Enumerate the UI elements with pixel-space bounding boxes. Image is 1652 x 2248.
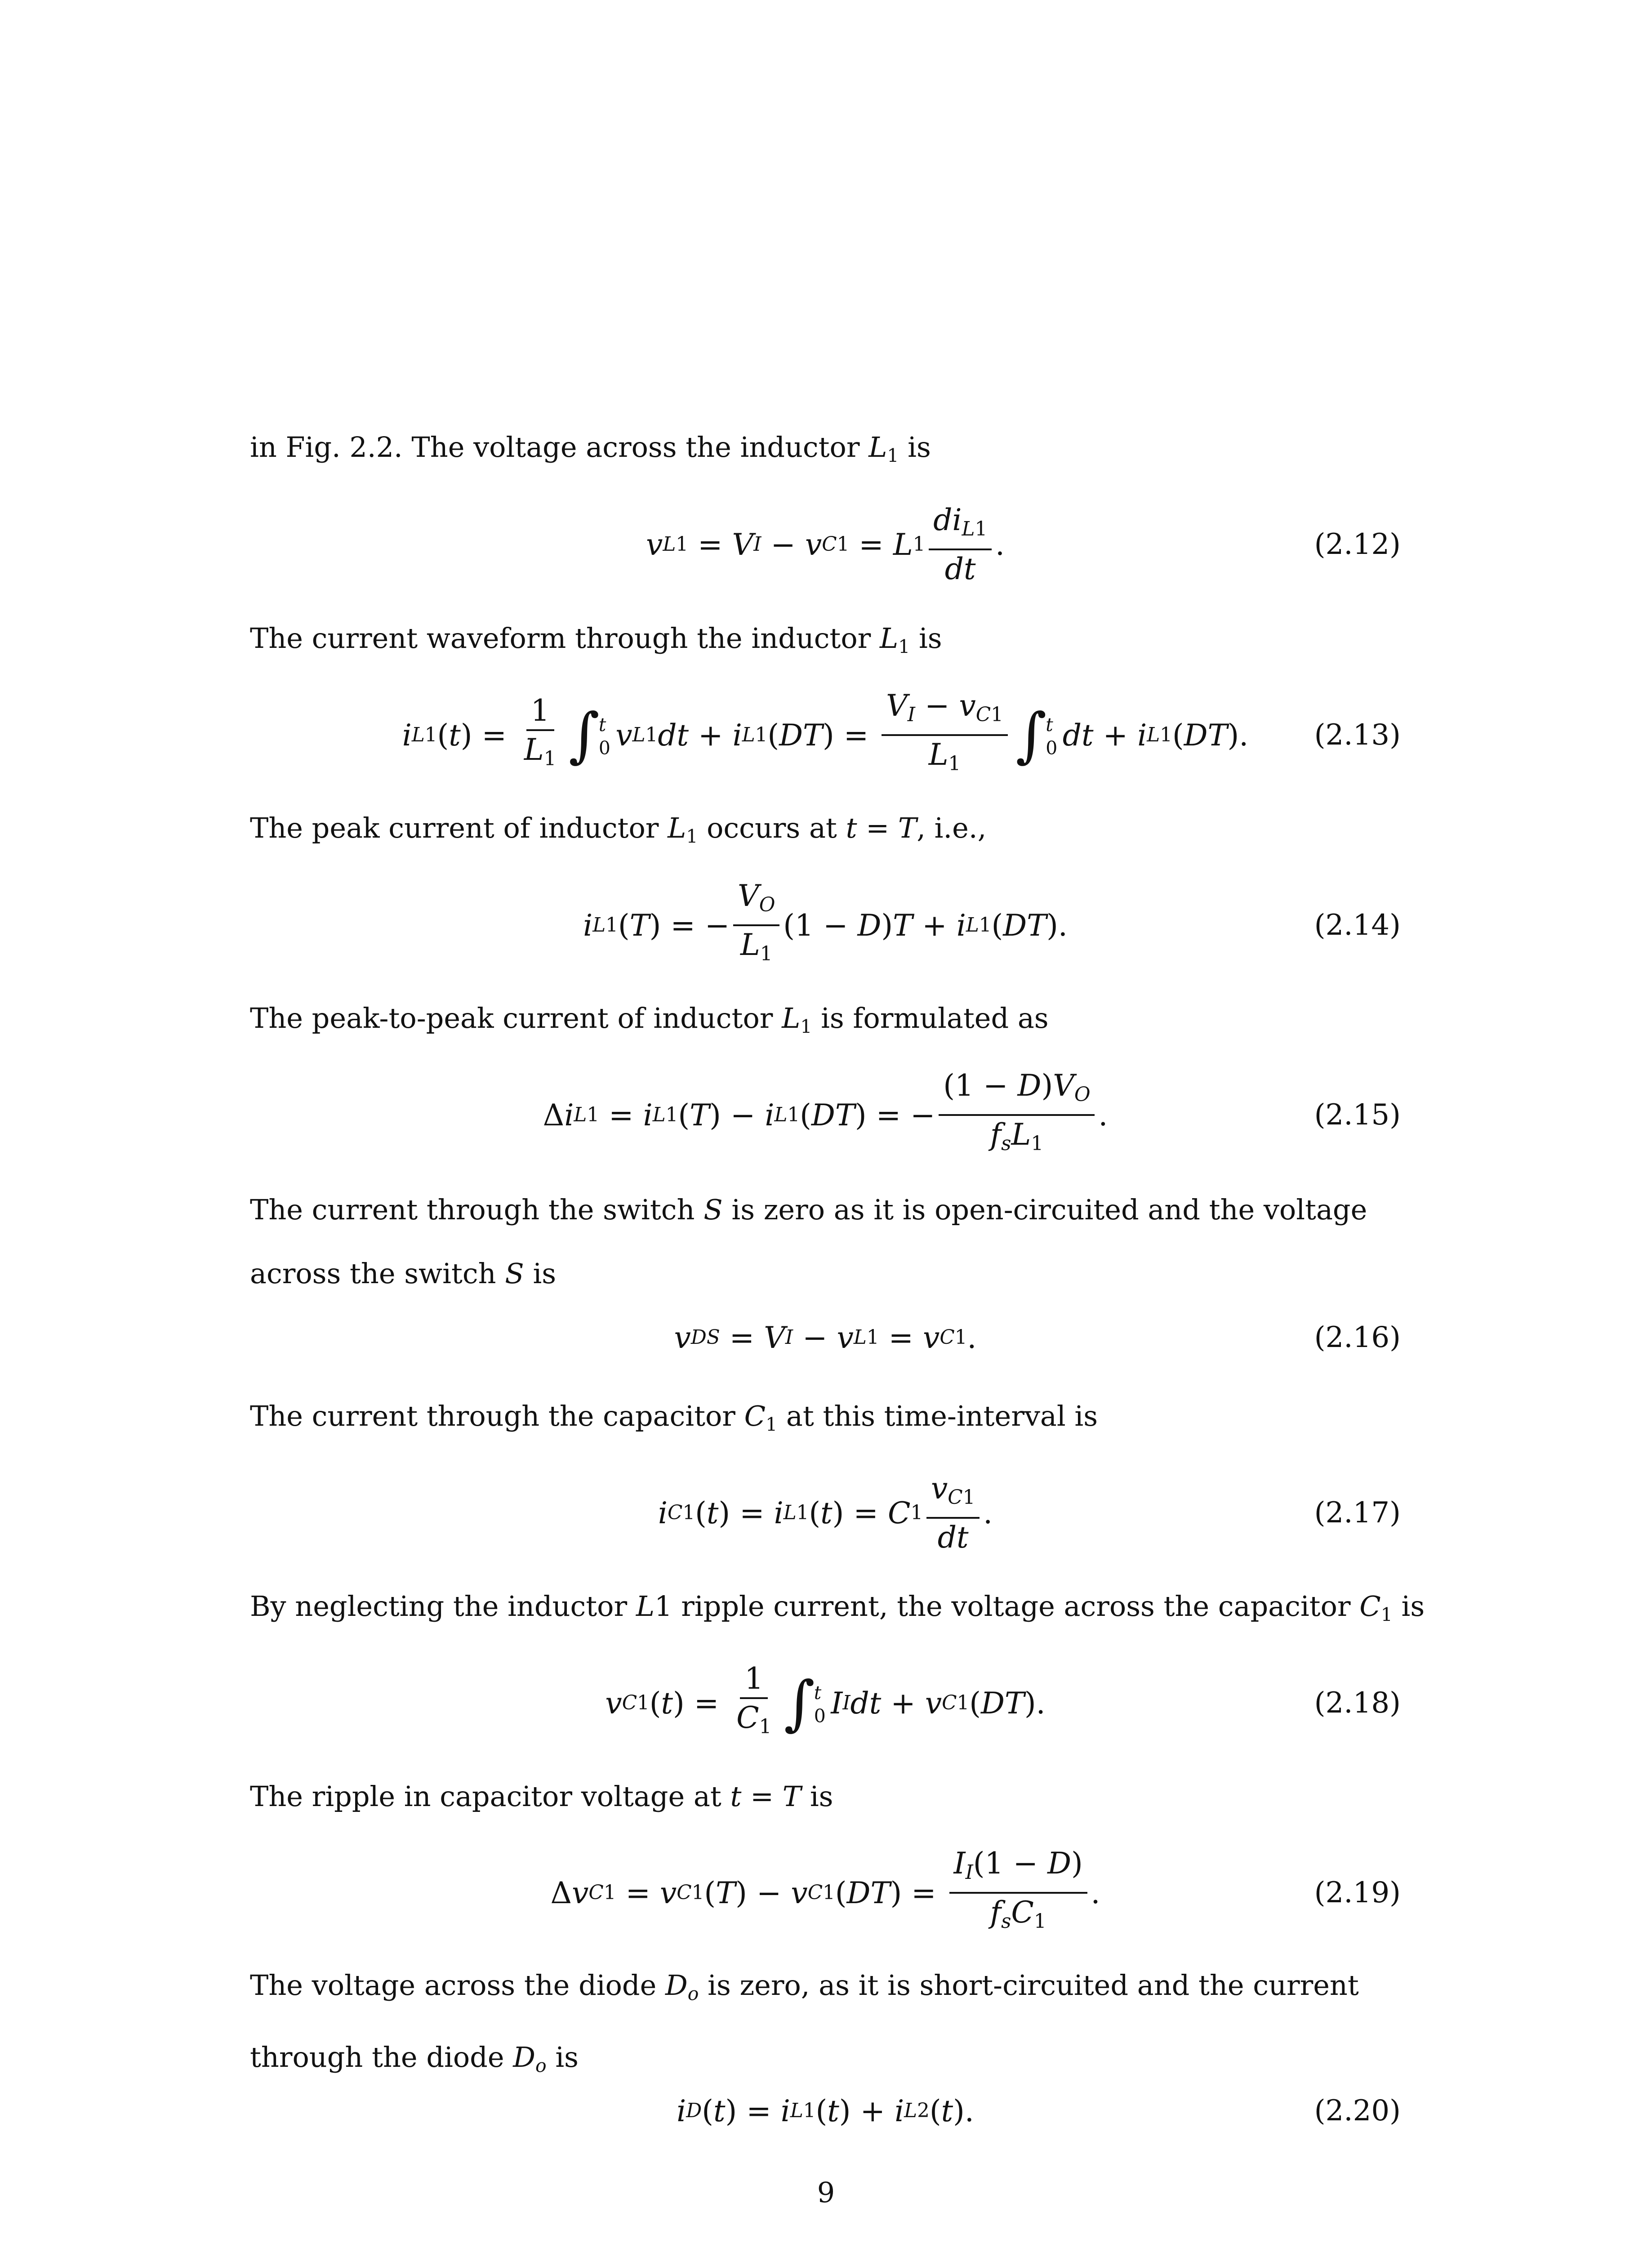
equation-2-14-number: (2.14) [1314, 909, 1401, 942]
paragraph-7-text-a: By neglecting the inductor [250, 1590, 628, 1623]
paragraph-7-text-b: ripple current, the voltage across the capacitor [681, 1590, 1351, 1623]
equation-2-17 [250, 1466, 1401, 1560]
page-number: 9 [817, 2176, 835, 2209]
paragraph-1: in Fig. 2.2. The voltage across the inductor $L_1$ is [250, 431, 931, 467]
paragraph-2-text: The current waveform through the inductor [250, 622, 871, 655]
equation-2-15-body: Δ i L1 = i L1 ( T ) − i L1 ( DT ) = − $\frac{(1 - D)V_O}{f_sL_1}$ . [543, 1068, 1108, 1155]
paragraph-6-text-a: The current through the capacitor [250, 1400, 735, 1432]
equation-2-20 [250, 2064, 1401, 2158]
paragraph-1-end: is [908, 431, 931, 464]
equation-2-13-body: i L1 ( t ) = $\frac{1}{L_1}$ ∫ t 0 v L1 dt + i L1 ( DT ) = $\frac{V_I - v_{C1}}{L_1}$ ∫ t 0 dt + i L1 ( DT ). [402, 688, 1249, 776]
equation-2-13-number: (2.13) [1314, 718, 1401, 752]
paragraph-8-text-b: is [810, 1780, 833, 1813]
paragraph-8: The ripple in capacitor voltage at t = T is [250, 1780, 833, 1813]
equation-2-20-body: i D ( t ) = i L1 ( t ) + i L2 ( t ). [677, 2093, 974, 2128]
paragraph-5-text-b: is zero as it is open-circuited and the voltage across the switch [250, 1193, 1367, 1290]
equation-2-14 [250, 878, 1401, 972]
paragraph-4-text-b: is formulated as [821, 1002, 1049, 1035]
equation-2-15 [250, 1068, 1401, 1162]
paragraph-1-text: in Fig. 2.2. The voltage across the inductor [250, 431, 860, 464]
equation-2-18-number: (2.18) [1314, 1686, 1401, 1720]
equation-2-12 [250, 497, 1401, 592]
paragraph-5-text-a: The current through the switch [250, 1193, 695, 1226]
paragraph-3-text-a: The peak current of inductor [250, 812, 659, 844]
paragraph-5: The current through the switch S is zero as it is open-circuited and the voltage across the switch S is [250, 1193, 1367, 1290]
paragraph-7: By neglecting the inductor L1 ripple current, the voltage across the capacitor $C_1$ is [250, 1590, 1425, 1626]
paragraph-3: The peak current of inductor $L_1$ occurs at t = T, i.e., [250, 812, 987, 847]
paragraph-4: The peak-to-peak current of inductor $L_1$ is formulated as [250, 1002, 1049, 1038]
equation-2-16-number: (2.16) [1314, 1321, 1401, 1354]
paragraph-2: The current waveform through the inductor $L_1$ is [250, 622, 942, 658]
paragraph-3-text-b: occurs at [707, 812, 837, 844]
equation-2-17-body: i C1 ( t ) = i L1 ( t ) = C 1 $\frac{v_{C1}}{dt}$ . [658, 1471, 993, 1555]
equation-2-19-number: (2.19) [1314, 1876, 1401, 1909]
paragraph-9-text-c: is [555, 2041, 579, 2074]
equation-2-14-body: i L1 ( T ) = − $\frac{V_O}{L_1}$ (1 − D ) T + i L1 ( DT ). [583, 878, 1068, 966]
paragraph-8-text-a: The ripple in capacitor voltage at [250, 1780, 721, 1813]
equation-2-20-number: (2.20) [1314, 2094, 1401, 2128]
equation-2-17-number: (2.17) [1314, 1496, 1401, 1530]
equation-2-19-body: Δ v C1 = v C1 ( T ) − v C1 ( DT ) = $\frac{I_I(1 - D)}{f_sC_1}$ . [550, 1846, 1100, 1933]
equation-2-19 [250, 1846, 1401, 1940]
paragraph-9: The voltage across the diode $D_o$ is zero, as it is short-circuited and the current through the diode $D_o$ is [250, 1969, 1359, 2077]
paragraph-7-text-c: is [1401, 1590, 1425, 1623]
equation-2-18 [250, 1656, 1401, 1750]
paragraph-2-end: is [918, 622, 942, 655]
paragraph-3-text-c: , i.e., [917, 812, 987, 844]
equation-2-18-body: v C1 ( t ) = $\frac{1}{C_1}$ ∫ t 0 I I dt + v C1 ( DT ). [605, 1661, 1046, 1739]
paragraph-9-text-a: The voltage across the diode [250, 1969, 657, 2002]
equation-2-13 [250, 688, 1401, 782]
paragraph-4-text-a: The peak-to-peak current of inductor [250, 1002, 773, 1035]
equation-2-12-body: v L1 = V I − v C1 = L 1 $\frac{di_{L1}}{dt}$ . [646, 502, 1005, 586]
paragraph-6: The current through the capacitor $C_1$ at this time-interval is [250, 1400, 1098, 1436]
paragraph-9-text-b: is zero, as it is short-circuited and the current through the diode [250, 1969, 1359, 2074]
paragraph-6-text-b: at this time-interval is [786, 1400, 1098, 1432]
equation-2-16-body: v DS = V I − v L1 = v C1 . [674, 1320, 977, 1355]
equation-2-15-number: (2.15) [1314, 1098, 1401, 1132]
equation-2-16 [250, 1290, 1401, 1385]
equation-2-12-number: (2.12) [1314, 528, 1401, 561]
paragraph-5-text-c: is [533, 1257, 557, 1290]
